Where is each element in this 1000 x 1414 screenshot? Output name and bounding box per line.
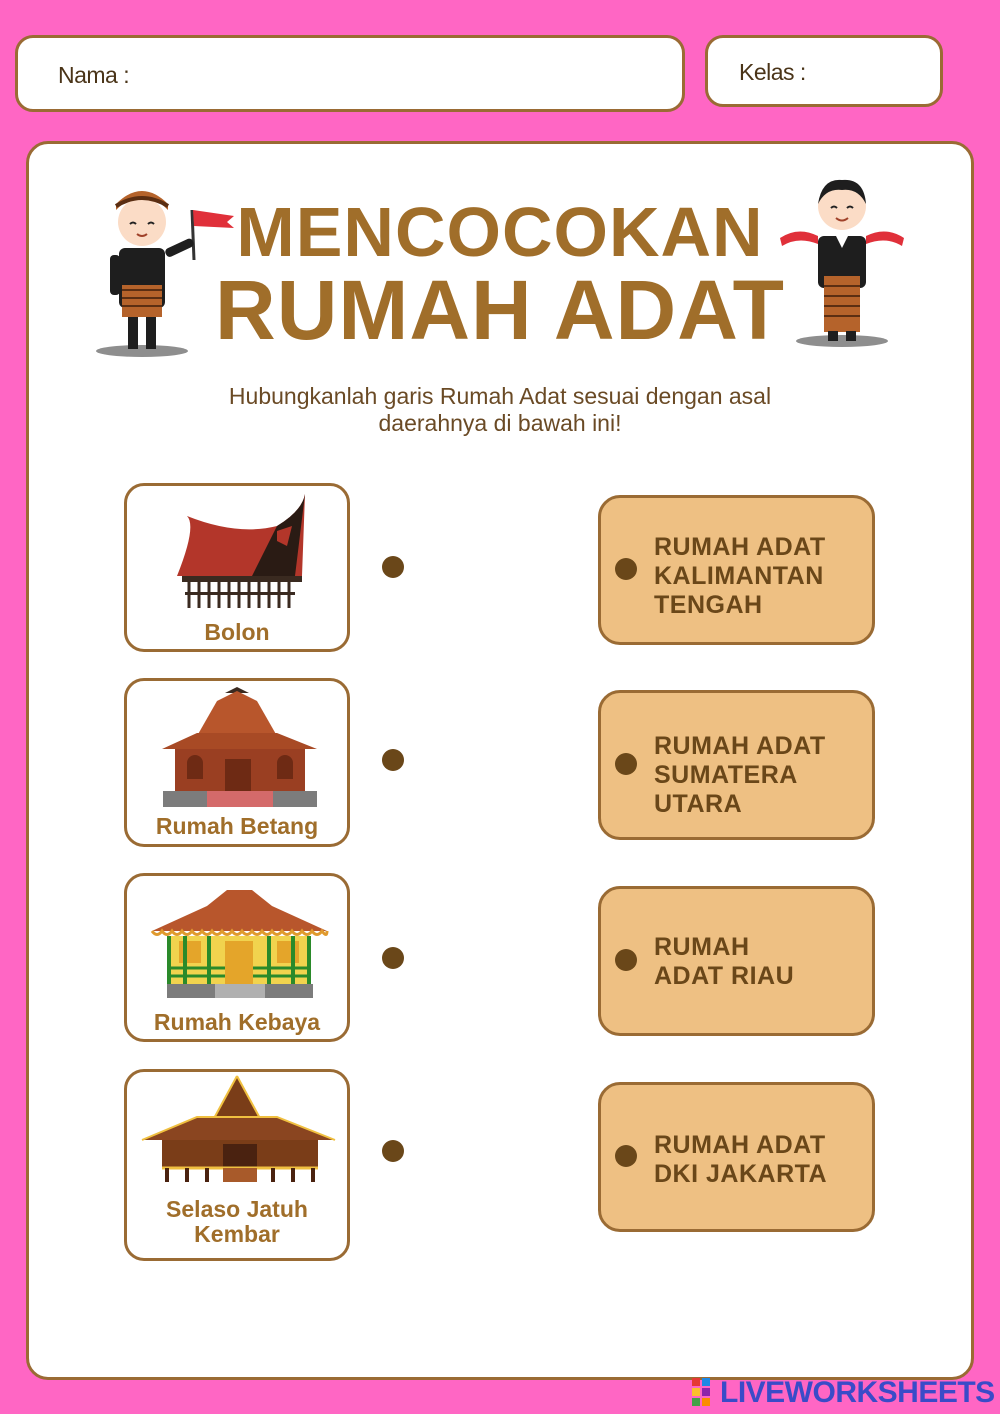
betang-house-icon: [127, 681, 353, 811]
answer-text-4: RUMAH ADAT DKI JAKARTA: [654, 1131, 828, 1188]
nama-label: Nama :: [58, 62, 130, 88]
answer-card-3: [598, 886, 875, 1036]
instruction-text: Hubungkanlah garis Rumah Adat sesuai dengan asal daerahnya di bawah ini!: [228, 383, 772, 436]
liveworksheets-logo-icon: [692, 1378, 716, 1408]
connector-dot-left-3[interactable]: [382, 947, 404, 969]
house-label-betang: Rumah Betang: [155, 813, 319, 839]
house-card-selaso: [124, 1069, 350, 1261]
answer-card-1: [598, 495, 875, 645]
house-card-kebaya: [124, 873, 350, 1042]
nama-field[interactable]: [15, 35, 685, 112]
connector-dot-left-4[interactable]: [382, 1140, 404, 1162]
answer-text-3: RUMAH ADAT RIAU: [654, 933, 795, 990]
answer-card-4: [598, 1082, 875, 1232]
answer-card-2: [598, 690, 875, 840]
house-label-selaso: Selaso Jatuh Kembar: [166, 1196, 308, 1247]
connector-dot-right-1[interactable]: [615, 558, 637, 580]
kelas-label: Kelas :: [739, 59, 806, 85]
connector-dot-right-2[interactable]: [615, 753, 637, 775]
bolon-house-icon: [127, 486, 353, 616]
kelas-field[interactable]: [705, 35, 943, 107]
house-label-bolon: Bolon: [204, 619, 270, 645]
connector-dot-left-1[interactable]: [382, 556, 404, 578]
answer-text-2: RUMAH ADAT SUMATERA UTARA: [654, 732, 826, 818]
title-line-1: MENCOCOKAN: [236, 193, 764, 271]
brand-text: LIVEWORKSHEETS: [720, 1376, 995, 1409]
house-card-betang: [124, 678, 350, 847]
kebaya-house-icon: [127, 876, 353, 1006]
connector-dot-right-4[interactable]: [615, 1145, 637, 1167]
answer-text-1: RUMAH ADAT KALIMANTAN TENGAH: [654, 533, 826, 619]
house-label-kebaya: Rumah Kebaya: [153, 1009, 321, 1035]
connector-dot-right-3[interactable]: [615, 949, 637, 971]
title-line-2: RUMAH ADAT: [215, 263, 785, 357]
selaso-house-icon: [127, 1072, 353, 1192]
connector-dot-left-2[interactable]: [382, 749, 404, 771]
house-card-bolon: [124, 483, 350, 652]
